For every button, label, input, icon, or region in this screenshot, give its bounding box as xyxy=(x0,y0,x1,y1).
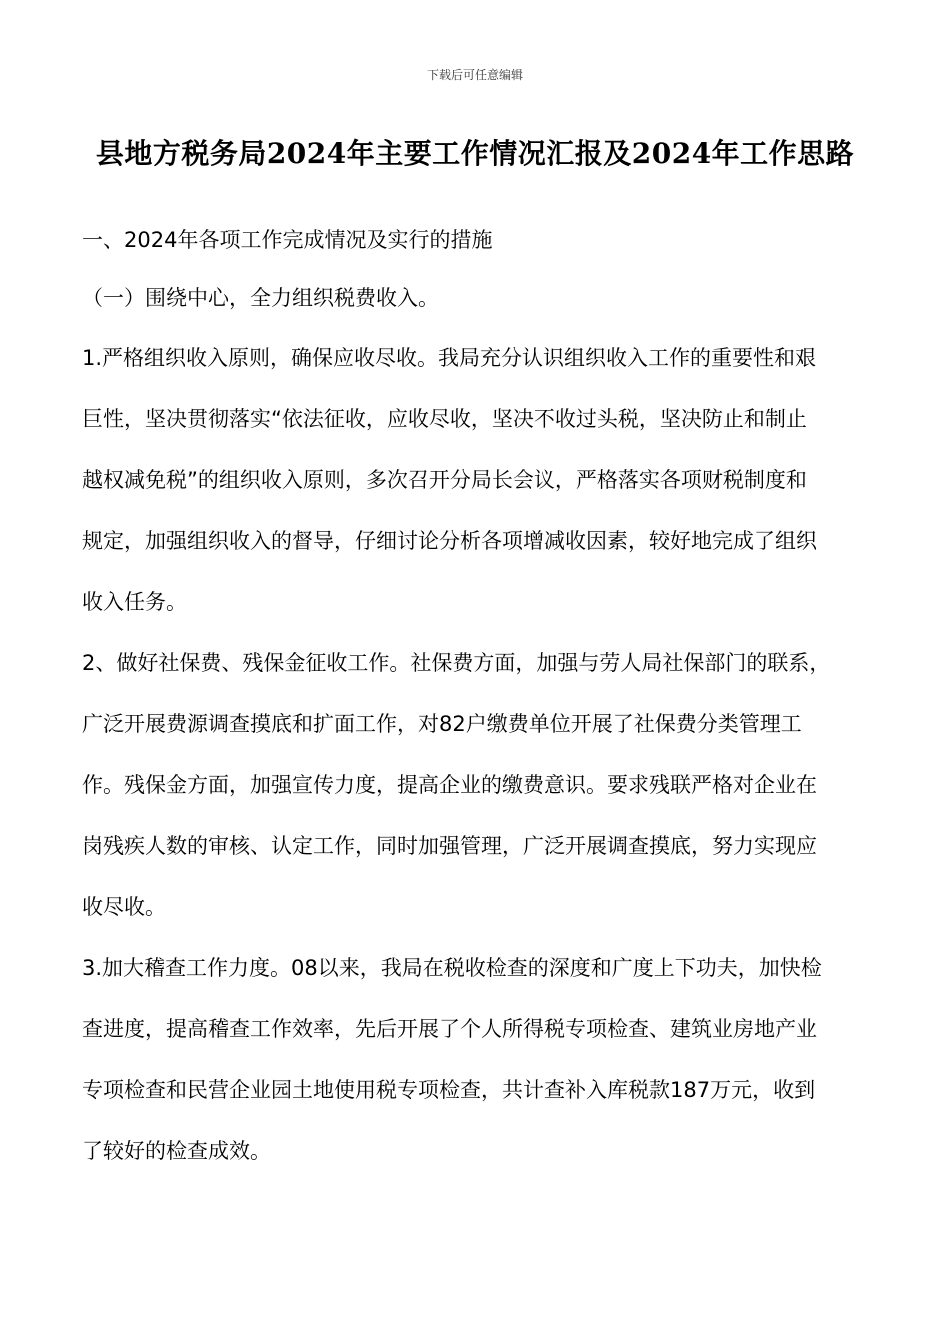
paragraph-line: 收入任务。 xyxy=(82,590,187,614)
paragraph-line: 1.严格组织收入原则，确保应收尽收。我局充分认识组织收入工作的重要性和艰 xyxy=(82,346,817,370)
paragraph-line: 2、做好社保费、残保金征收工作。社保费方面，加强与劳人局社保部门的联系， xyxy=(82,651,831,675)
sub-heading: （一）围绕中心，全力组织税费收入。 xyxy=(82,286,439,310)
paragraph-line: 查进度，提高稽查工作效率，先后开展了个人所得税专项检查、建筑业房地产业 xyxy=(82,1017,817,1041)
document-title: 县地方税务局2024年主要工作情况汇报及2024年工作思路 xyxy=(95,137,855,170)
section-heading: 一、2024年各项工作完成情况及实行的措施 xyxy=(82,228,493,252)
paragraph-line: 作。残保金方面，加强宣传力度，提高企业的缴费意识。要求残联严格对企业在 xyxy=(82,773,817,797)
paragraph-3 xyxy=(82,950,882,1194)
paragraph-line: 3.加大稽查工作力度。08以来，我局在税收检查的深度和广度上下功夫，加快检 xyxy=(82,956,822,980)
paragraph-line: 岗残疾人数的审核、认定工作，同时加强管理，广泛开展调查摸底，努力实现应 xyxy=(82,834,817,858)
paragraph-line: 了较好的检查成效。 xyxy=(82,1139,271,1163)
header-note: 下载后可任意编辑 xyxy=(426,68,523,82)
paragraph-line: 规定，加强组织收入的督导，仔细讨论分析各项增减收因素，较好地完成了组织 xyxy=(82,529,817,553)
paragraph-line: 越权减免税”的组织收入原则，多次召开分局长会议，严格落实各项财税制度和 xyxy=(82,468,807,492)
paragraph-line: 广泛开展费源调查摸底和扩面工作，对82户缴费单位开展了社保费分类管理工 xyxy=(82,712,802,736)
paragraph-line: 收尽收。 xyxy=(82,895,166,919)
paragraph-line: 专项检查和民营企业园土地使用税专项检查，共计查补入库税款187万元，收到 xyxy=(82,1078,816,1102)
paragraph-2 xyxy=(82,645,882,950)
paragraph-1 xyxy=(82,340,882,645)
paragraph-line: 巨性，坚决贯彻落实“依法征收，应收尽收，坚决不收过头税，坚决防止和制止 xyxy=(82,407,807,431)
